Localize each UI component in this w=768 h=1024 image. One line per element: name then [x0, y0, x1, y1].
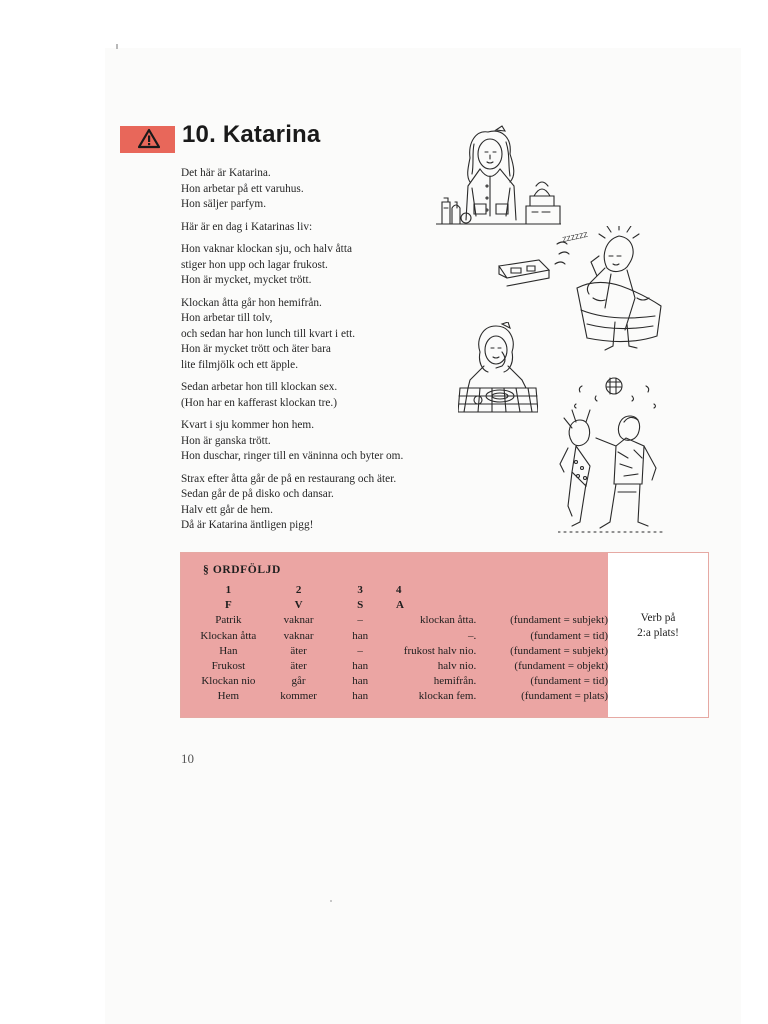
cell: (fundament = subjekt) [510, 614, 608, 627]
cell: går [291, 675, 306, 688]
cell: han [352, 660, 369, 673]
paragraph [181, 166, 471, 213]
column-letter: A [395, 599, 404, 612]
cell: äter [290, 644, 307, 657]
cell: äter [290, 660, 307, 673]
text-line: Hon vaknar klockan sju, och halv åtta [181, 243, 352, 255]
text-line: Hon är mycket trött och äter bara [181, 343, 331, 355]
cell: han [352, 675, 369, 688]
cell: Frukost [211, 660, 246, 673]
grammar-panel [181, 553, 608, 717]
text-line: Klockan åtta går hon hemifrån. [181, 296, 322, 309]
cell: frukost halv nio. [403, 644, 477, 657]
text-line: Kvart i sju kommer hon hem. [181, 419, 315, 431]
cell: Klockan åtta [200, 629, 257, 642]
text-line: Det här är Katarina. [181, 167, 271, 179]
text-line: Sedan går de på disko och dansar. [181, 488, 334, 500]
table-row [194, 629, 608, 644]
warning-badge [120, 126, 175, 153]
cell: han [352, 629, 369, 642]
paragraph [181, 296, 471, 374]
cell: Han [219, 644, 238, 657]
text-line: stiger hon upp och lagar frukost. [181, 258, 328, 271]
cell: klockan åtta. [420, 614, 477, 627]
column-number: 1 [225, 584, 232, 596]
cell: vaknar [283, 614, 314, 627]
text-line: Hon duschar, ringer till en väninna och byter om. [181, 450, 404, 462]
cell: (fundament = objekt) [514, 660, 608, 673]
scan-dot [330, 900, 332, 902]
column-number: 2 [295, 584, 302, 596]
text-line: Hon arbetar på ett varuhus. [181, 182, 304, 195]
cell: (fundament = tid) [530, 675, 608, 688]
cell: hemifrån. [433, 675, 477, 688]
cell: – [357, 644, 363, 657]
paragraph [181, 220, 471, 236]
paragraph [181, 472, 471, 534]
column-letter: S [357, 599, 364, 612]
paragraph [181, 242, 471, 289]
page-number: 10 [181, 751, 194, 766]
column-letter: V [294, 599, 303, 612]
column-number: 3 [357, 584, 363, 596]
cell: Hem [217, 690, 240, 703]
text-line: Hon arbetar till tolv, [181, 312, 273, 324]
note-line: 2:a plats! [637, 627, 679, 639]
verb-position-note [608, 611, 708, 641]
cell: (fundament = subjekt) [510, 644, 608, 657]
table-row [194, 644, 608, 659]
text-line: Då är Katarina äntligen pigg! [181, 519, 314, 531]
chapter-title: 10. Katarina [182, 121, 321, 148]
paragraph [181, 380, 471, 411]
text-line: Sedan arbetar hon till klockan sex. [181, 381, 338, 393]
warning-triangle-icon [138, 128, 160, 149]
text-line: Hon är mycket, mycket trött. [181, 274, 312, 286]
scan-mark [116, 44, 118, 49]
text-line: Halv ett går de hem. [181, 503, 273, 516]
illustration-lunch [458, 322, 538, 414]
cell: – [357, 614, 363, 627]
cell: (fundament = plats) [521, 690, 608, 703]
table-header-numbers [194, 583, 608, 598]
table-row [194, 674, 608, 689]
cell: kommer [280, 690, 317, 703]
alarm-sound-text: ZZZZZZ [561, 231, 589, 244]
paragraph [181, 418, 471, 465]
table-header-letters [194, 598, 608, 613]
cell: –. [467, 629, 477, 642]
cell: klockan fem. [418, 690, 477, 703]
cell: (fundament = tid) [530, 629, 608, 642]
text-line: (Hon har en kafferast klockan tre.) [181, 396, 337, 409]
text-line: lite filmjölk och ett äpple. [181, 358, 299, 371]
note-line: Verb på [640, 612, 676, 624]
table-row [194, 613, 608, 628]
cell: vaknar [283, 629, 314, 642]
text-line: Här är en dag i Katarinas liv: [181, 220, 313, 233]
column-letter: F [225, 599, 232, 612]
text-line: Strax efter åtta går de på en restaurang och äter. [181, 472, 397, 485]
word-order-table [194, 583, 608, 705]
cell: Klockan nio [201, 675, 256, 688]
text-line: och sedan har hon lunch till kvart i ett. [181, 327, 356, 340]
illustration-perfume-counter [436, 124, 561, 228]
column-number: 4 [395, 584, 402, 596]
cell: halv nio. [437, 660, 477, 673]
table-row [194, 689, 608, 704]
grammar-title: § ORDFÖLJD [203, 564, 281, 576]
table-row [194, 659, 608, 674]
cell: han [352, 690, 369, 703]
story-text [181, 166, 471, 541]
text-line: Hon är ganska trött. [181, 434, 271, 447]
illustration-disco [558, 372, 668, 540]
grammar-box-word-order [180, 552, 709, 718]
cell: Patrik [215, 614, 242, 627]
text-line: Hon säljer parfym. [181, 198, 267, 210]
